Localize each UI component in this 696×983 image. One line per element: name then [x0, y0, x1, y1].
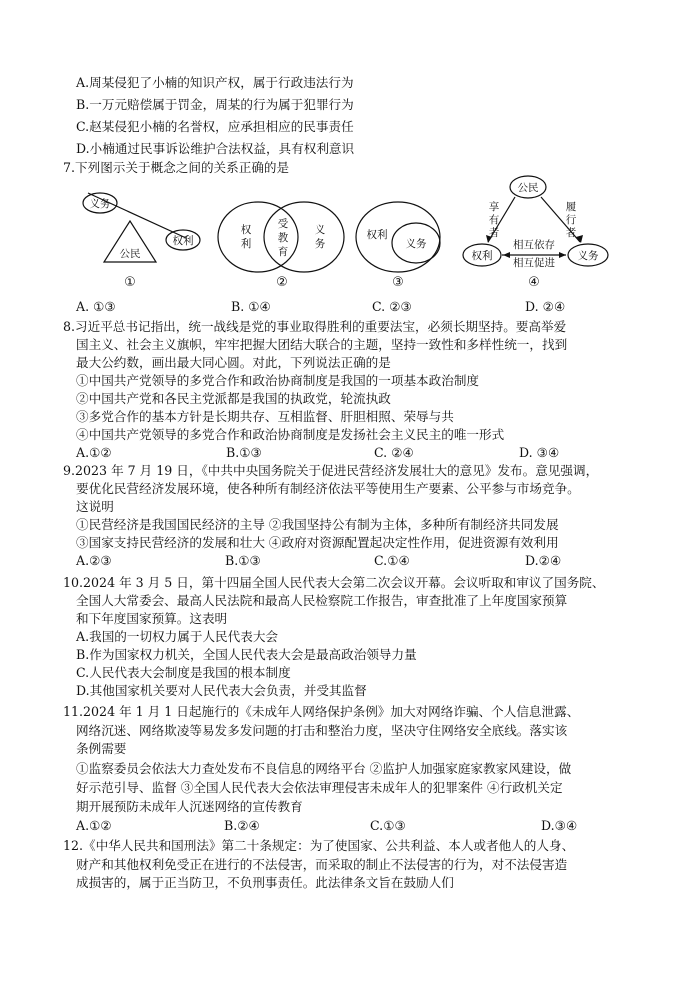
d4-center-label-1: 相互依存: [513, 239, 555, 251]
q6-option-c: C.赵某侵犯小楠的名誉权，应承担相应的民事责任: [76, 119, 354, 134]
q10-option-b: B.作为国家权力机关，全国人民代表大会是最高政治领导力量: [76, 647, 417, 662]
q6-option-d: D.小楠通过民事诉讼维护合法权益，具有权利意识: [76, 141, 355, 156]
q9-items-line-1: ①民营经济是我国国民经济的主导 ②我国坚持公有制为主体，多种所有制经济共同发展: [76, 517, 559, 532]
q11-option-b: B.②④: [224, 818, 260, 833]
q8-option-b: B.①③: [226, 445, 262, 460]
d2-number: ②: [276, 275, 288, 290]
q8-stem-line-3: 最大公约数，画出最大同心圆。对此，下列说法正确的是: [76, 355, 391, 370]
d2-right-label-a: 义: [314, 224, 326, 236]
q8-stem-line-2: 国主义、社会主义旗帜，牢牢把握大团结大联合的主题，坚持一致性和多样性统一，找到: [76, 337, 568, 352]
q7-option-c: C. ②③: [372, 299, 412, 314]
q8-options: [0, 444, 696, 462]
q9-option-a: A.②③: [76, 553, 112, 568]
q9-option-c: C.①④: [374, 553, 410, 568]
d3-outer-label: 权利: [366, 229, 388, 241]
d4-left-label: 权利: [471, 250, 493, 262]
q8-option-a: A.①②: [76, 445, 112, 460]
q11-options: [0, 817, 696, 835]
q7-diagrams: [0, 175, 696, 295]
d1-top-label: 义务: [89, 198, 111, 210]
d2-left-label-b: 利: [240, 238, 252, 250]
d4-right-arrow-0: 履: [565, 201, 577, 213]
q12-stem-line-3: 成损害的，属于正当防卫，不负刑事责任。此法律条文旨在鼓励人们: [76, 875, 454, 890]
q7-option-b: B. ①④: [231, 299, 271, 314]
q11-items-line-3: 期开展预防未成年人沉迷网络的宣传教育: [76, 799, 303, 814]
d2-center-label-2: 育: [277, 246, 289, 258]
q11-stem-line-1: 11.2024 年 1 月 1 日起施行的《未成年人网络保护条例》加大对网络诈骗、个人信息泄露、: [63, 704, 580, 719]
q10-option-d: D.其他国家机关要对人民代表大会负责，并受其监督: [76, 683, 367, 698]
q9-items-line-2: ③国家支持民营经济的发展和壮大 ④政府对资源配置起决定性作用，促进资源有效利用: [76, 535, 559, 550]
d2-right-circle: [264, 202, 344, 272]
q7-stem: 7.下列图示关于概念之间的关系正确的是: [63, 160, 290, 175]
q9-stem-line-1: 9.2023 年 7 月 19 日，《中共中央国务院关于促进民营经济发展壮大的意见》发布。意见强调，: [63, 463, 599, 478]
q8-option-c: C. ②④: [374, 445, 414, 460]
q7-options: [0, 298, 696, 316]
d4-left-arrow-1: 有: [488, 214, 500, 226]
q8-item-1: ①中国共产党领导的多党合作和政治协商制度是我国的一项基本政治制度: [76, 373, 479, 388]
q8-item-2: ②中国共产党和各民主党派都是我国的执政党，轮流执政: [76, 391, 391, 406]
q9-option-d: D.②④: [525, 553, 562, 568]
q6-option-b: B.一万元赔偿属于罚金，周某的行为属于犯罪行为: [76, 97, 354, 112]
d4-left-arrow-2: 者: [488, 227, 500, 239]
q6-option-a: A.周某侵犯了小楠的知识产权，属于行政违法行为: [76, 75, 354, 90]
q10-stem-line-2: 全国人大常委会、最高人民法院和最高人民检察院工作报告，审查批准了上年度国家预算: [76, 593, 568, 608]
d4-right-arrow-1: 行: [565, 214, 577, 226]
q11-items-line-1: ①监察委员会依法大力查处发布不良信息的网络平台 ②监护人加强家庭家教家风建设，做: [76, 761, 572, 776]
d4-center-label-2: 相互促进: [513, 257, 555, 269]
q10-option-a: A.我国的一切权力属于人民代表大会: [76, 629, 279, 644]
d3-inner-label: 义务: [405, 238, 427, 250]
d1-bottom-label: 公民: [119, 248, 141, 260]
q9-option-b: B.①③: [225, 553, 261, 568]
d2-left-label-a: 权: [240, 224, 252, 236]
q8-item-4: ④中国共产党领导的多党合作和政治协商制度是发扬社会主义民主的唯一形式: [76, 427, 505, 442]
q8-stem-line-1: 8.习近平总书记指出，统一战线是党的事业取得胜利的重要法宝，必须长期坚持。要高举爱: [63, 319, 567, 334]
d3-number: ③: [392, 275, 404, 290]
q11-option-a: A.①②: [76, 818, 112, 833]
d4-left-arrow-0: 享: [488, 201, 500, 213]
d4-top-label: 公民: [517, 182, 539, 194]
q10-stem-line-1: 10.2024 年 3 月 5 日，第十四届全国人民代表大会第二次会议开幕。会议听取和审议了国务院、: [63, 575, 605, 590]
q11-stem-line-3: 条例需要: [76, 741, 127, 756]
d2-center-label-0: 受: [277, 218, 289, 230]
q10-stem-line-3: 和下年度国家预算。这表明: [76, 611, 228, 626]
q8-option-d: D. ③④: [519, 445, 560, 460]
q12-stem-line-1: 12.《中华人民共和国刑法》第二十条规定：为了使国家、公共利益、本人或者他人的人身、: [63, 838, 575, 853]
q7-option-a: A. ①③: [76, 299, 116, 314]
q11-items-line-2: 好示范引导、监督 ③全国人民代表大会依法审理侵害未成年人的犯罪案件 ④行政机关定: [76, 780, 563, 795]
d4-number: ④: [528, 275, 540, 290]
d4-right-arrow-2: 者: [565, 227, 577, 239]
q11-option-c: C.①③: [370, 818, 406, 833]
d1-number: ①: [124, 275, 136, 290]
q10-option-c: C.人民代表大会制度是我国的根本制度: [76, 665, 291, 680]
q12-stem-line-2: 财产和其他权利免受正在进行的不法侵害，而采取的制止不法侵害的行为，对不法侵害造: [76, 857, 568, 872]
d2-center-label-1: 教: [277, 232, 289, 244]
q8-item-3: ③多党合作的基本方针是长期共存、互相监督、肝胆相照、荣辱与共: [76, 409, 454, 424]
q11-stem-line-2: 网络沉迷、网络欺凌等易发多发问题的打击和整治力度，坚决守住网络安全底线。落实该: [76, 723, 568, 738]
q9-stem-line-2: 要优化民营经济发展环境，使各种所有制经济依法平等使用生产要素、公平参与市场竞争。: [76, 481, 580, 496]
d2-right-label-b: 务: [314, 238, 326, 250]
d4-right-label: 义务: [577, 250, 599, 262]
d1-right-label: 权利: [172, 235, 194, 247]
q7-option-d: D. ②④: [525, 299, 566, 314]
q9-stem-line-3: 这说明: [76, 499, 114, 514]
q11-option-d: D.③④: [541, 818, 578, 833]
q9-options: [0, 552, 696, 570]
